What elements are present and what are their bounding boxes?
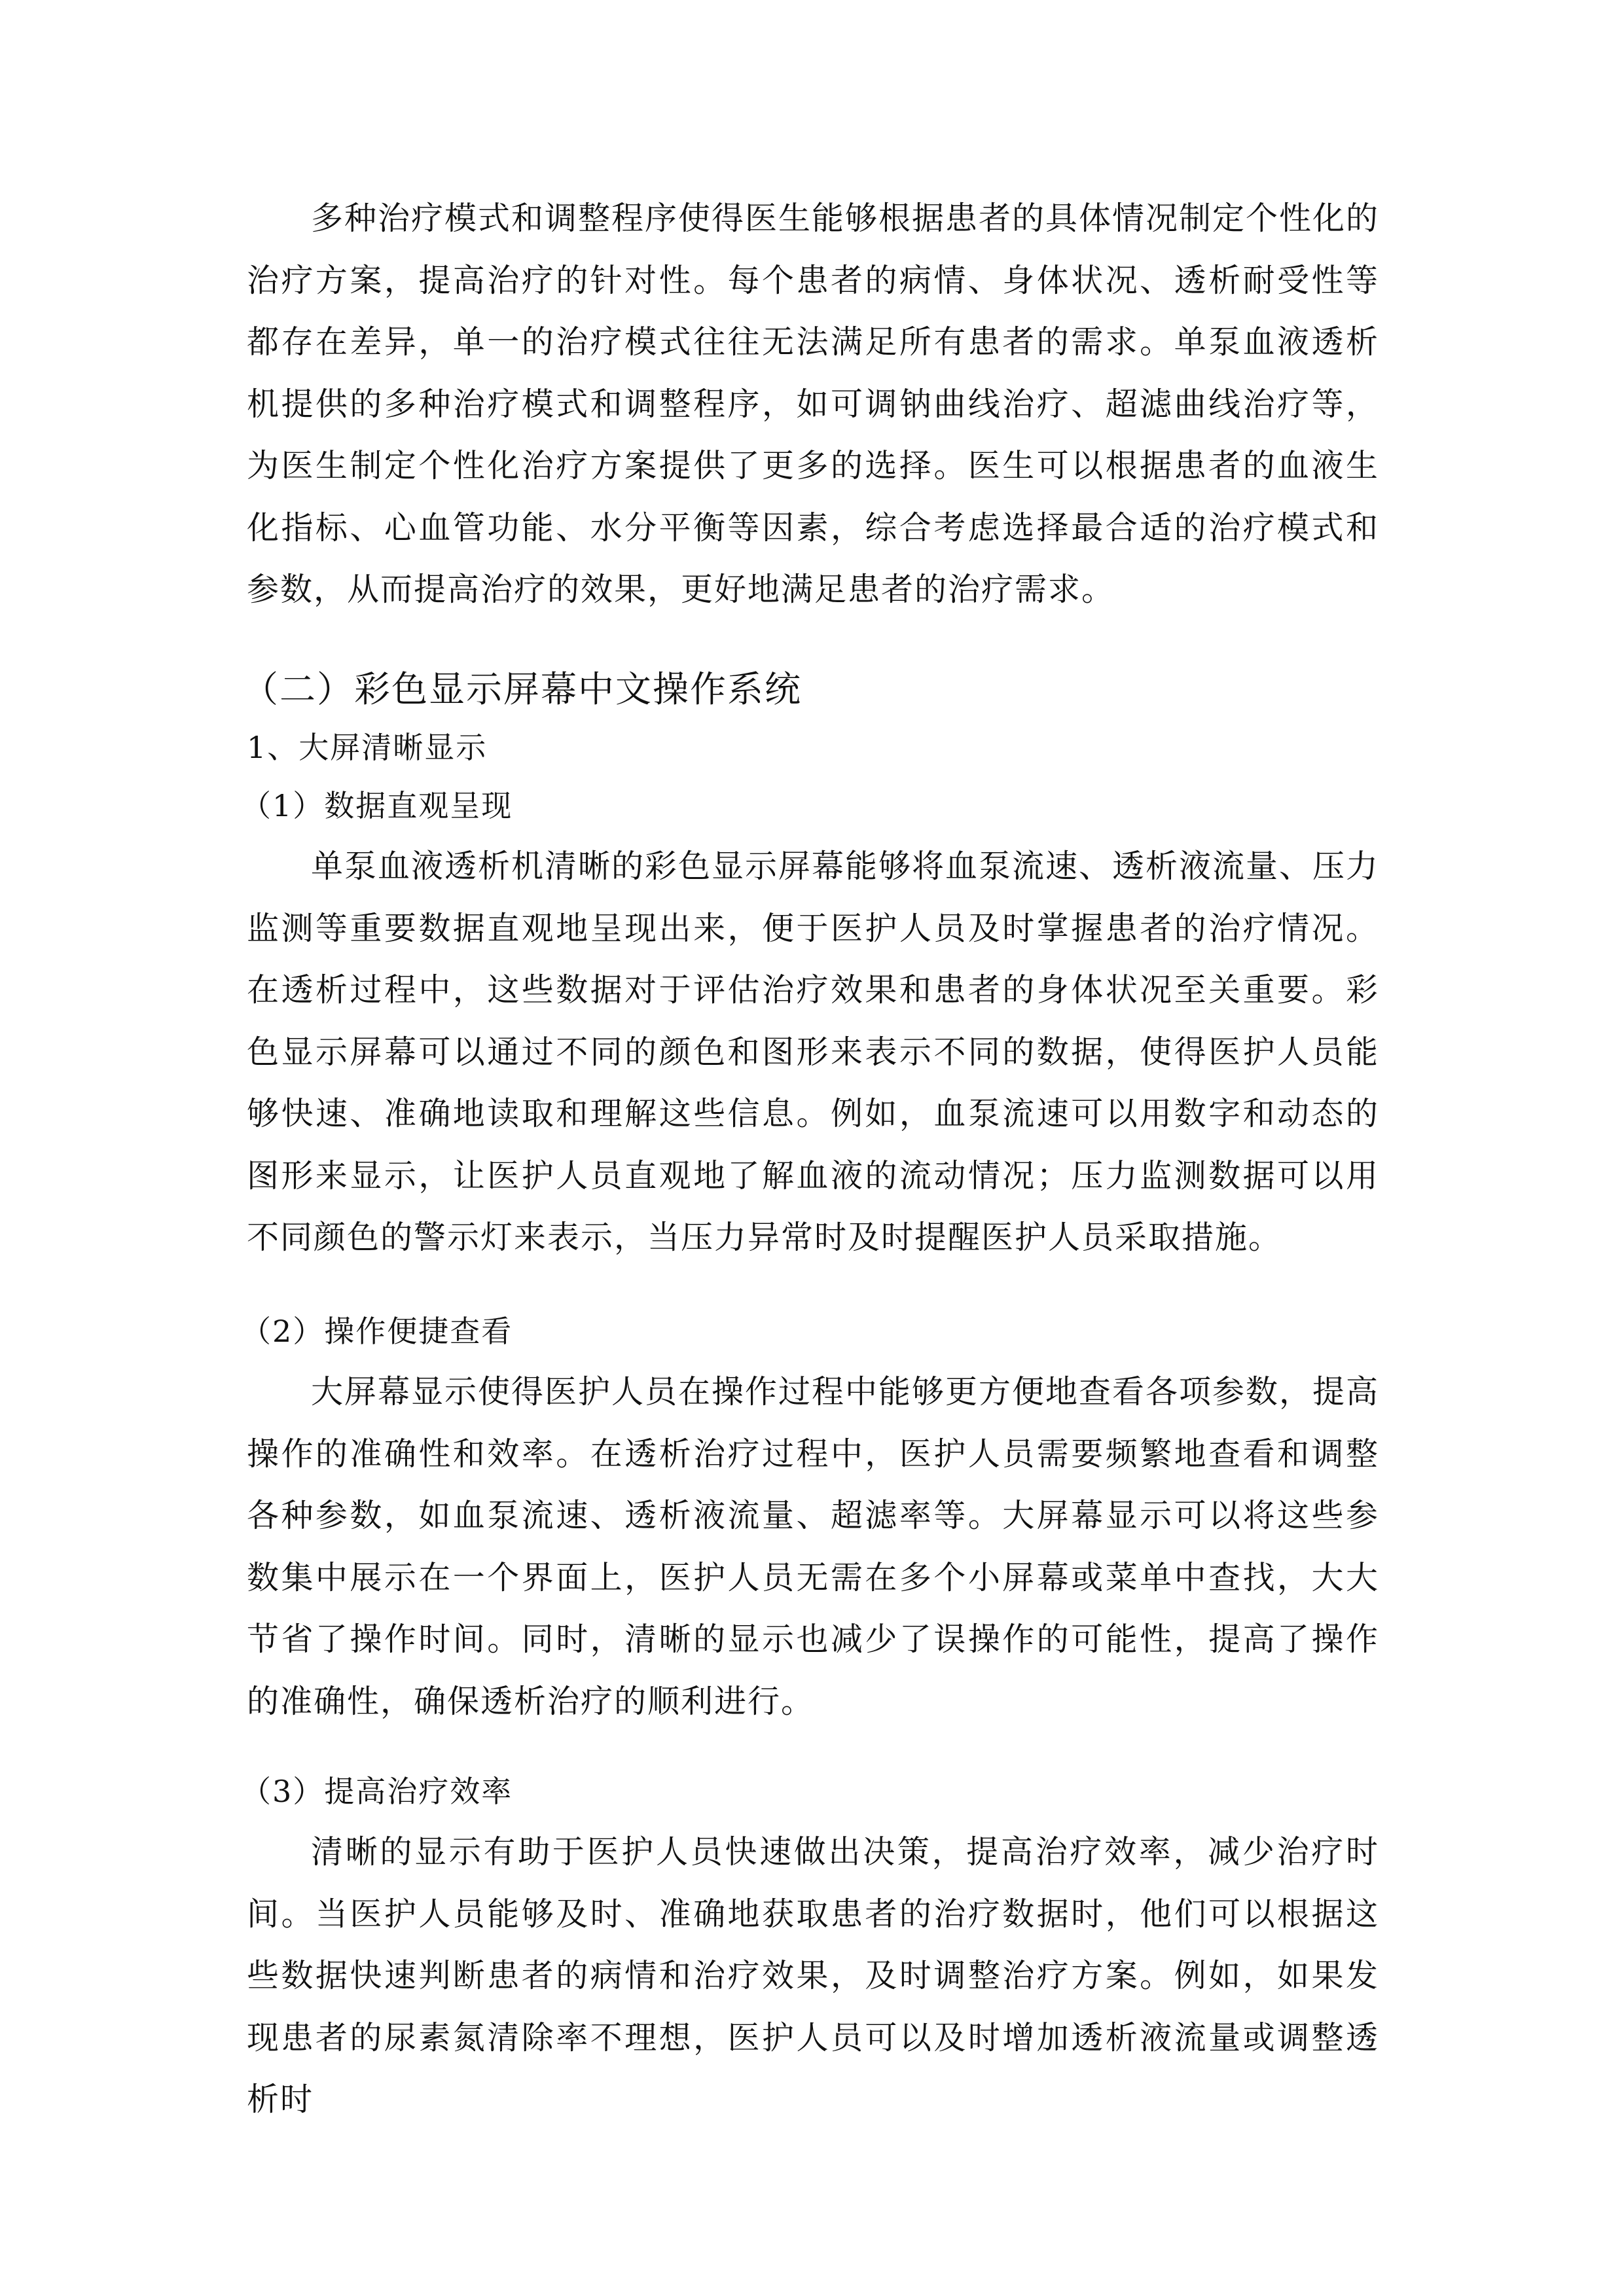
paragraph-easy-operation: 大屏幕显示使得医护人员在操作过程中能够更方便地查看各项参数，提高操作的准确性和效率。在透析治疗过程中，医护人员需要频繁地查看和调整各种参数，如血泵流速、透析液流量、超滤率等。大屏幕显示可以将这些参数集中展示在一个界面上，医护人员无需在多个小屏幕或菜单中查找，大大节省了操作时间。同时，清晰的显示也减少了误操作的可能性，提高了操作的准确性，确保透析治疗的顺利进行。 (247, 1373, 1380, 1720)
item-title-data-display: （1）数据直观呈现 (241, 788, 513, 823)
paragraph-data-display: 单泵血液透析机清晰的彩色显示屏幕能够将血泵流速、透析液流量、压力监测等重要数据直观地呈现出来，便于医护人员及时掌握患者的治疗情况。在透析过程中，这些数据对于评估治疗效果和患者的身体状况至关重要。彩色显示屏幕可以通过不同的颜色和图形来表示不同的数据，使得医护人员能够快速、准确地读取和理解这些信息。例如，血泵流速可以用数字和动态的图形来显示，让医护人员直观地了解血液的流动情况；压力监测数据可以用不同颜色的警示灯来表示，当压力异常时及时提醒医护人员采取措施。 (247, 848, 1380, 1256)
item-title-efficiency: （3）提高治疗效率 (241, 1774, 513, 1809)
paragraph-efficiency: 清晰的显示有助于医护人员快速做出决策，提高治疗效率，减少治疗时间。当医护人员能够及时、准确地获取患者的治疗数据时，他们可以根据这些数据快速判断患者的病情和治疗效果，及时调整治疗方案。例如，如果发现患者的尿素氮清除率不理想，医护人员可以及时增加透析液流量或调整透析时 (247, 1833, 1379, 2118)
subsection-title: 1、大屏清晰显示 (247, 730, 488, 765)
item-title-easy-operation: （2）操作便捷查看 (241, 1314, 513, 1349)
section-heading: （二）彩色显示屏幕中文操作系统 (242, 668, 803, 710)
paragraph-treatment-modes: 多种治疗模式和调整程序使得医生能够根据患者的具体情况制定个性化的治疗方案，提高治疗的针对性。每个患者的病情、身体状况、透析耐受性等都存在差异，单一的治疗模式往往无法满足所有患者的需求。单泵血液透析机提供的多种治疗模式和调整程序，如可调钠曲线治疗、超滤曲线治疗等，为医生制定个性化治疗方案提供了更多的选择。医生可以根据患者的血液生化指标、心血管功能、水分平衡等因素，综合考虑选择最合适的治疗模式和参数，从而提高治疗的效果，更好地满足患者的治疗需求。 (247, 200, 1380, 608)
